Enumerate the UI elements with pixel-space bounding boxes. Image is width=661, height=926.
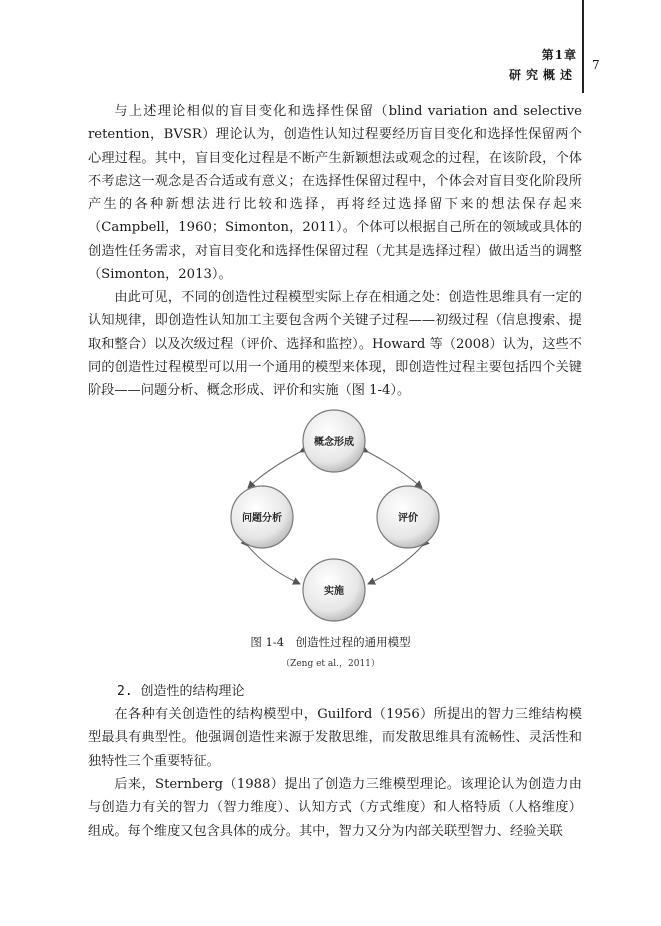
- node-label-problem: 问题分析: [242, 513, 282, 524]
- paragraph-general-model: 由此可见，不同的创造性过程模型实际上存在相通之处：创造性思维具有一定的认知规律，即创造性认知加工主要包含两个关键子过程——初级过程（信息搜索、提取和整合）以及次级过程（评价、选择和监控）。Howard 等（2008）认为，这些不同的创造性过程模型可以用一个通用的模型来体现，即创造性过程主要包括四个关键阶段——问题分析、概念形成、评价和实施（图 1-4）。: [88, 290, 582, 399]
- node-concept-formation: [303, 410, 365, 472]
- paragraph-bvsr: 与上述理论相似的盲目变化和选择性保留（blind variation and selective retention，BVSR）理论认为，创造性认知过程要经历盲目变化和选择性保留两个心理过程。其中，盲目变化过程是不断产生新颖想法或观念的过程，在该阶段，个体不考虑这一观念是否合适或有意义；在选择性保留过程中，个体会对盲目变化阶段所产生的各种新想法进行比较和选择，再将经过选择留下来的想法保存起来（Campbell，1960；Simonton，2011）。个体可以根据自己所在的领域或具体的创造性任务需求，对盲目变化和选择性保留过程（尤其是选择过程）做出适当的调整（Simonton，2013）。: [88, 104, 582, 283]
- page-number: 7: [592, 58, 600, 72]
- chapter-label: 第1章: [541, 48, 577, 62]
- figure-caption: 图 1-4 创造性过程的通用模型: [250, 635, 411, 649]
- paragraph-guilford: 在各种有关创造性的结构模型中，Guilford（1956）所提出的智力三维结构模型最具有典型性。他强调创造性来源于发散思维，而发散思维具有流畅性、灵活性和独特性三个重要特征。: [88, 707, 582, 769]
- node-implementation: [303, 559, 365, 621]
- arrow-right-bottom: [368, 546, 422, 584]
- arrow-top-right: [368, 452, 422, 488]
- arrow-top-left: [248, 452, 300, 488]
- section-heading: 2. 创造性的结构理论: [117, 684, 245, 699]
- figure-source: （Zeng et al.，2011）: [281, 659, 380, 669]
- chapter-title: 研究概述: [508, 68, 577, 82]
- node-problem-analysis: [231, 486, 293, 548]
- node-label-implementation: 实施: [324, 586, 344, 597]
- arrow-left-bottom: [248, 546, 300, 584]
- node-evaluation: [377, 486, 439, 548]
- node-label-evaluation: 评价: [398, 513, 418, 524]
- node-label-concept: 概念形成: [314, 437, 354, 448]
- paragraph-sternberg: 后来，Sternberg（1988）提出了创造力三维模型理论。该理论认为创造力由与创造力有关的智力（智力维度）、认知方式（方式维度）和人格特质（人格维度）组成。每个维度又包含具体的成分。其中，智力又分为内部关联型智力、经验关联: [88, 777, 582, 839]
